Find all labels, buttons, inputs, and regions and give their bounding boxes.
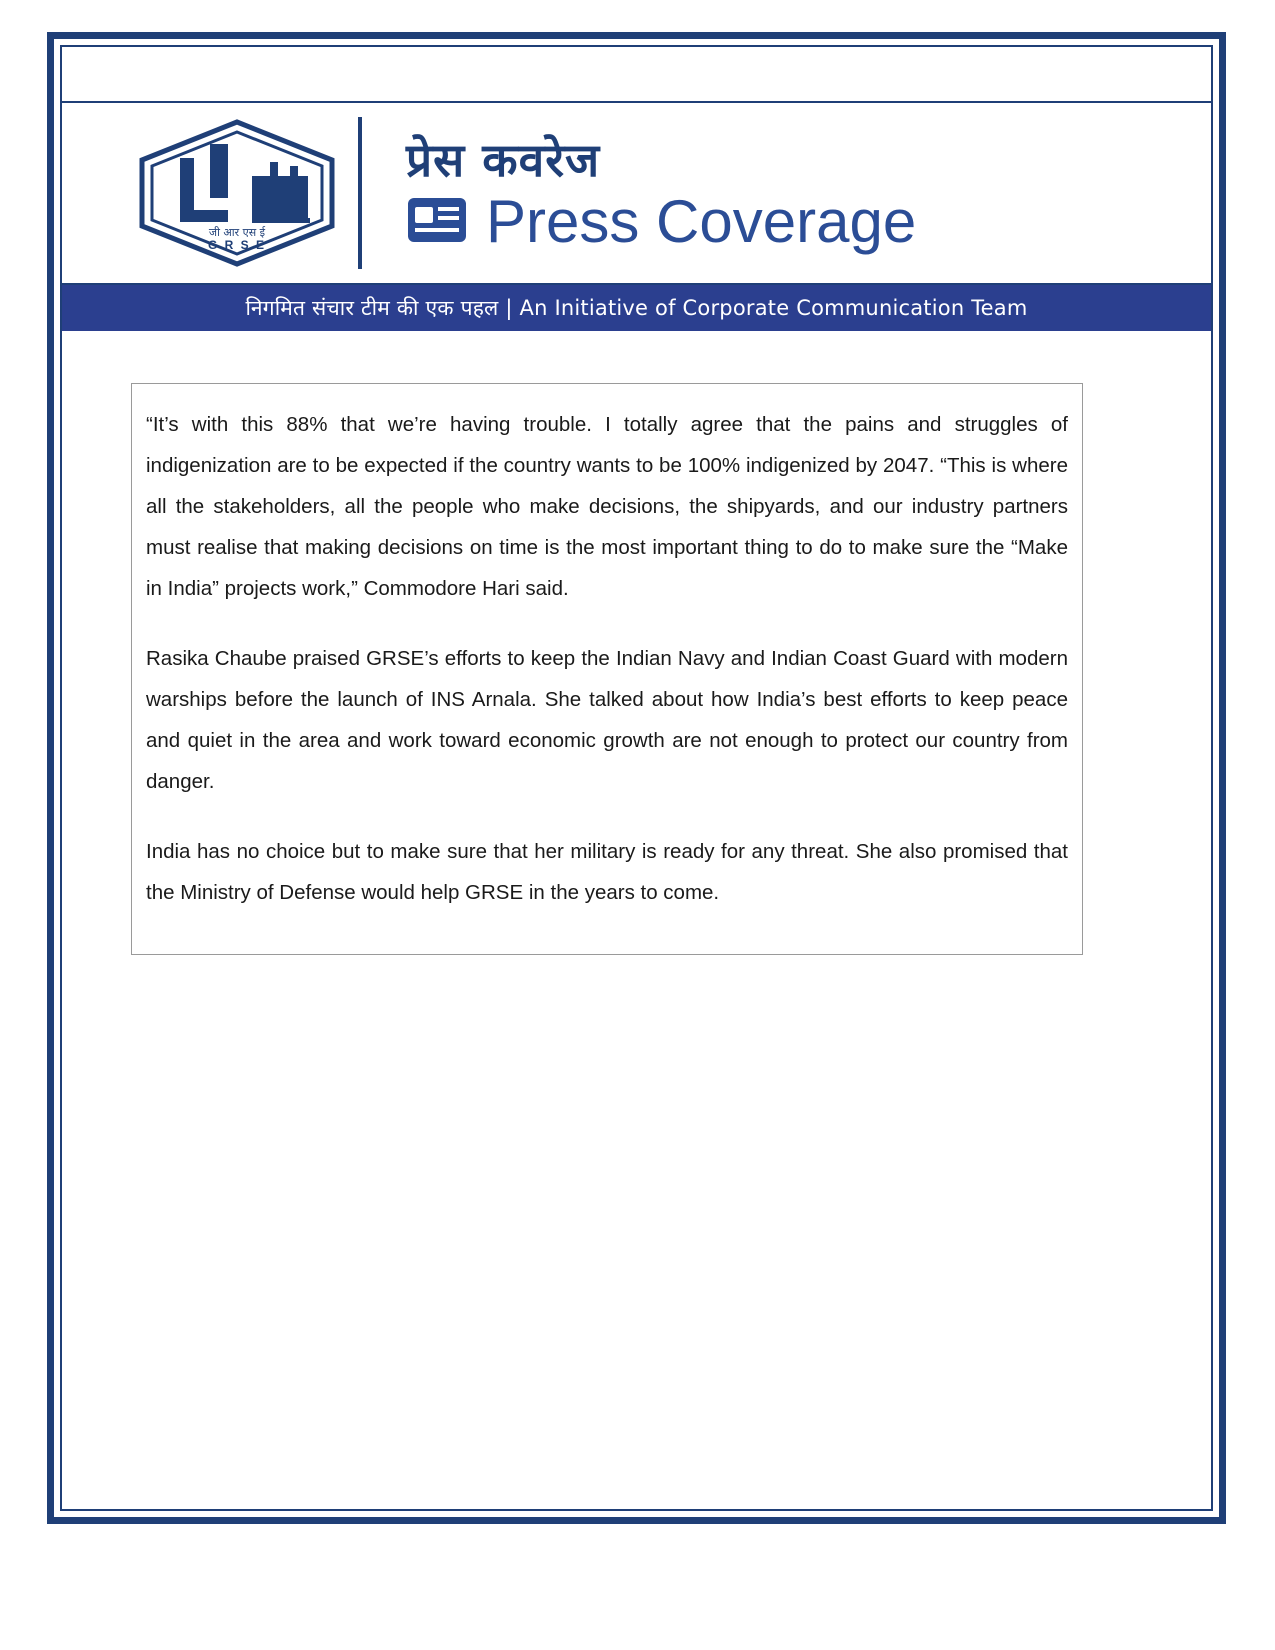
grse-logo <box>132 118 342 268</box>
page-title-hindi: प्रेस कवरेज <box>406 132 601 187</box>
document-header <box>62 47 1211 331</box>
article-paragraph: “It’s with this 88% that we’re having trouble. I totally agree that the pains and struggles of indigenization are to be expected if the country wants to be 100% indigenized by 2047. “This is where all the stakeholders, all the people who make decisions, the shipyards, and our industry partners must realise that making decisions on time is the most important thing to do to make sure the “Make in India” projects work,” Commodore Hari said. <box>146 413 1068 600</box>
header-title-block <box>396 132 1211 256</box>
article-content-box <box>131 383 1083 955</box>
press-card-icon <box>406 194 468 251</box>
article-paragraph: Rasika Chaube praised GRSE’s efforts to keep the Indian Navy and Indian Coast Guard with modern warships before the launch of INS Arnala. She talked about how India’s best efforts to keep peace and quiet in the area and work toward economic growth are not enough to protect our country from danger. <box>146 647 1068 793</box>
header-tagline-text: निगमित संचार टीम की एक पहल | An Initiative of Corporate Communication Team <box>245 296 1028 320</box>
header-title-row <box>406 188 1211 256</box>
header-masthead <box>62 103 1211 285</box>
svg-text:G R S E: G R S E <box>207 238 267 252</box>
header-divider <box>358 117 362 269</box>
svg-text:जी आर एस ई: जी आर एस ई <box>208 226 266 239</box>
header-tagline-strip <box>62 285 1211 331</box>
article-paragraph: India has no choice but to make sure that her military is ready for any threat. She also promised that the Ministry of Defense would help GRSE in the years to come. <box>146 840 1068 904</box>
header-top-rule <box>62 47 1211 103</box>
page-title-english: Press Coverage <box>486 188 917 256</box>
